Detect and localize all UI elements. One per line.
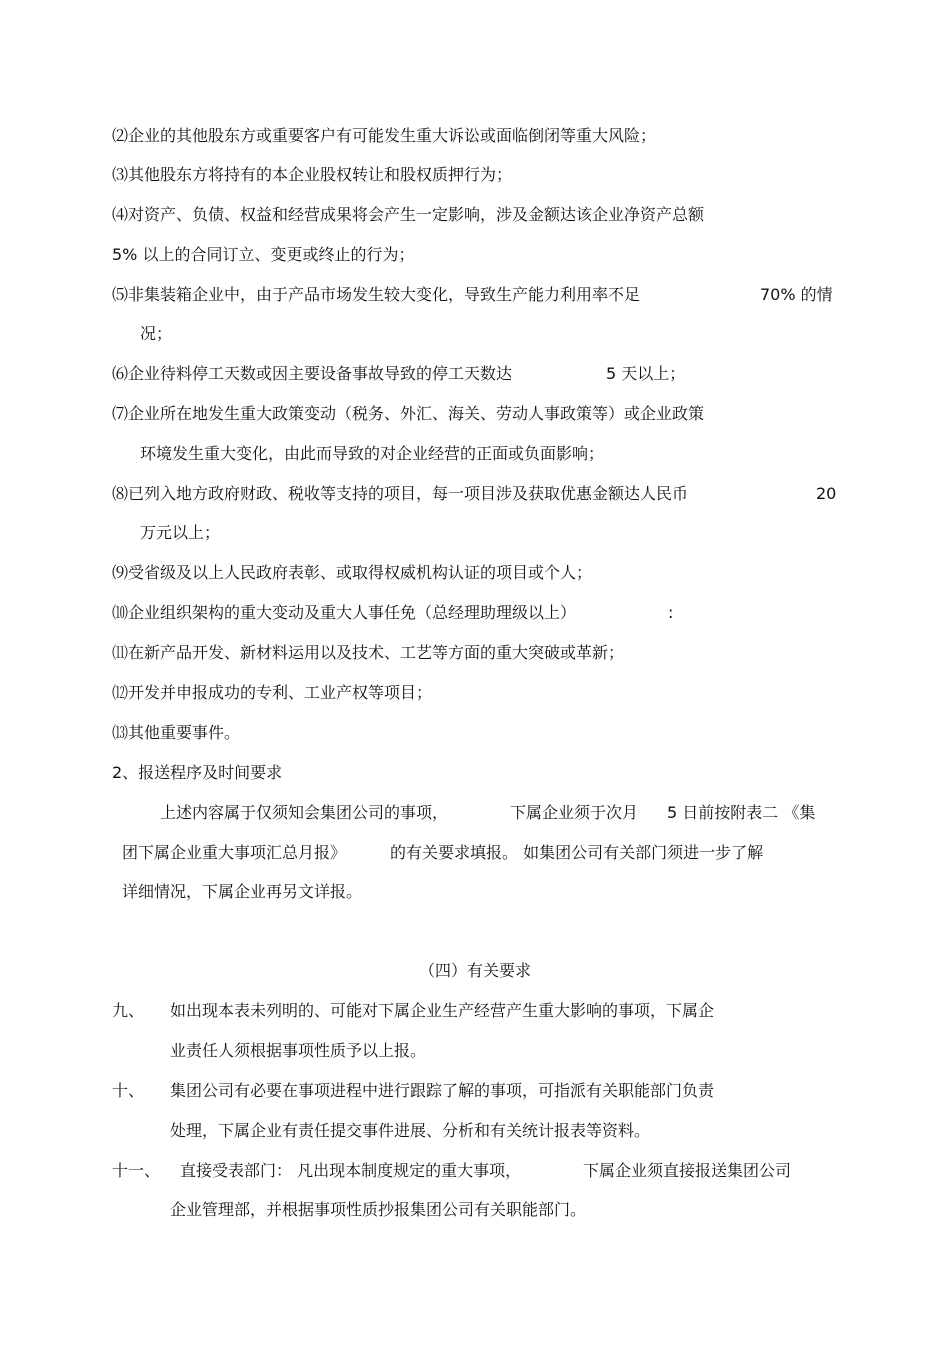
section-2-para-line2-a: 团下属企业重大事项汇总月报》: [122, 843, 347, 862]
item-5-line1: ⑸非集装箱企业中，由于产品市场发生较大变化，导致生产能力利用率不足: [112, 285, 641, 304]
item-8-line1: ⑻已列入地方政府财政、税收等支持的项目，每一项目涉及获取优惠金额达人民币: [112, 484, 689, 503]
section-2-para-line1-c: 5 日前按附表二 《集: [667, 803, 816, 822]
rule-9-line2: 业责任人须根据事项性质予以上报。: [170, 1041, 427, 1060]
item-11: ⑾在新产品开发、新材料运用以及技术、工艺等方面的重大突破或革新；: [112, 643, 625, 662]
section-2-heading: 2、报送程序及时间要求: [112, 763, 283, 782]
item-7-line2: 环境发生重大变化，由此而导致的对企业经营的正面或负面影响；: [140, 444, 605, 463]
item-7-line1: ⑺企业所在地发生重大政策变动（税务、外汇、海关、劳动人事政策等）或企业政策: [112, 404, 705, 423]
item-4-line2: 5% 以上的合同订立、变更或终止的行为；: [112, 245, 415, 264]
rule-9-label: 九、: [112, 1001, 145, 1020]
item-13: ⒀其他重要事件。: [112, 723, 241, 742]
item-5-line2: 况；: [140, 324, 173, 343]
rule-10-line1: 集团公司有必要在事项进程中进行跟踪了解的事项，可指派有关职能部门负责: [170, 1081, 715, 1100]
item-8-value: 20: [816, 484, 837, 503]
rule-9-line1: 如出现本表未列明的、可能对下属企业生产经营产生重大影响的事项，下属企: [170, 1001, 715, 1020]
item-3: ⑶其他股东方将持有的本企业股权转让和股权质押行为；: [112, 165, 513, 184]
item-2: ⑵企业的其他股东方或重要客户有可能发生重大诉讼或面临倒闭等重大风险；: [112, 126, 657, 145]
section-2-para-line3: 详细情况，下属企业再另文详报。: [122, 882, 363, 901]
rule-11-line2: 企业管理部，并根据事项性质抄报集团公司有关职能部门。: [170, 1200, 587, 1219]
item-5-value: 70% 的情: [760, 285, 833, 304]
item-6-line1: ⑹企业待料停工天数或因主要设备事故导致的停工天数达: [112, 364, 513, 383]
item-6-value: 5 天以上；: [606, 364, 686, 383]
rule-10-line2: 处理，下属企业有责任提交事件进展、分析和有关统计报表等资料。: [170, 1121, 651, 1140]
item-4-line1: ⑷对资产、负债、权益和经营成果将会产生一定影响，涉及金额达该企业净资产总额: [112, 205, 705, 224]
rule-11-line1-b: 下属企业须直接报送集团公司: [583, 1161, 792, 1180]
rule-11-line1-a: 直接受表部门： 凡出现本制度规定的重大事项，: [180, 1161, 522, 1180]
section-2-para-line1-a: 上述内容属于仅须知会集团公司的事项，: [160, 803, 449, 822]
section-2-para-line2-b: 的有关要求填报。 如集团公司有关部门须进一步了解: [390, 843, 764, 862]
rule-10-label: 十、: [112, 1081, 145, 1100]
item-9: ⑼受省级及以上人民政府表彰、或取得权威机构认证的项目或个人；: [112, 563, 593, 582]
item-12: ⑿开发并申报成功的专利、工业产权等项目；: [112, 683, 433, 702]
item-10-colon: :: [668, 603, 674, 622]
section-4-title: （四）有关要求: [418, 961, 531, 980]
item-8-line2: 万元以上；: [140, 523, 221, 542]
item-10: ⑽企业组织架构的重大变动及重大人事任免（总经理助理级以上）: [112, 603, 577, 622]
section-2-para-line1-b: 下属企业须于次月: [510, 803, 639, 822]
rule-11-label: 十一、: [112, 1161, 161, 1180]
